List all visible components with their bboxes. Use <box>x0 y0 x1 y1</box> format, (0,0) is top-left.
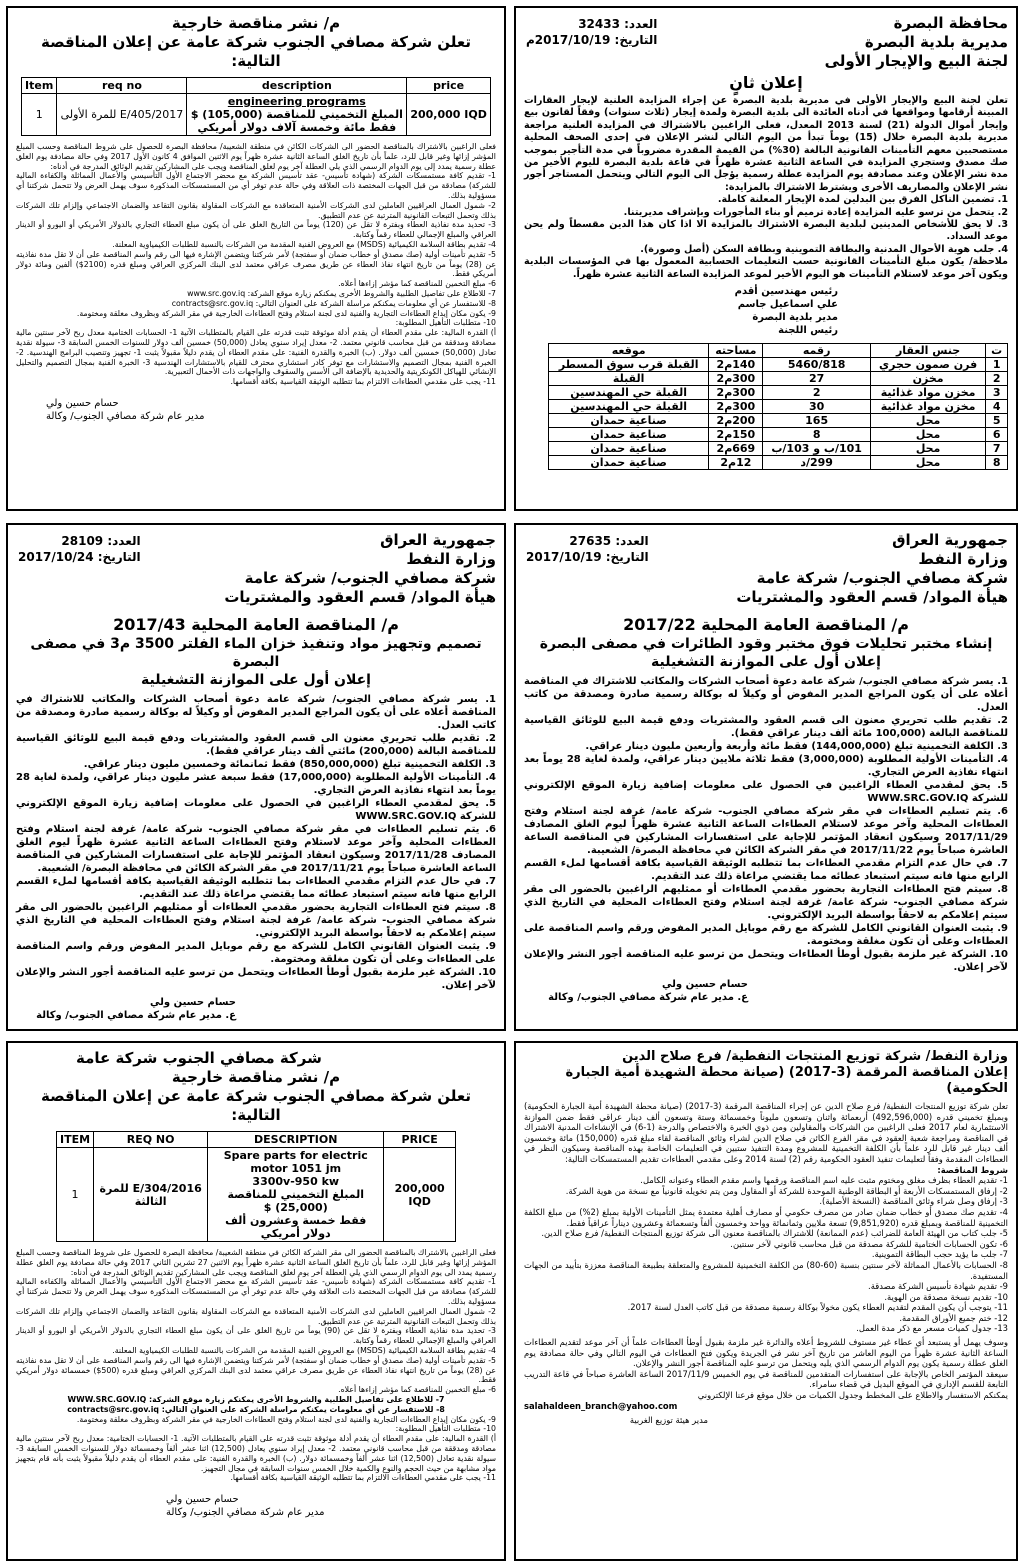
signature-title: ع. مدير عام شركة مصافي الجنوب/ وكالة <box>36 1010 236 1021</box>
list-item: 7- للاطلاع على تفاصيل الطلبية والشروط الأخرى يمكنكم زيارة موقع الشركة: www.src.gov.iq <box>187 288 496 298</box>
signature-line: علي اسماعيل جاسم <box>737 299 838 311</box>
col-req: REQ NO <box>94 1132 208 1148</box>
list-item: 9. يثبت العنوان القانوني الكامل للشركة مع رقم موبايل المدير المفوض ورقم واسم المناقصة على العطاءات وعلى أن تكون مغلقة ومختومة. <box>524 923 1008 947</box>
issue-date: التاريخ: 2017/10/24 <box>18 550 141 564</box>
conditions-list <box>524 194 1008 256</box>
ad-heading: م/ نشر مناقصة خارجية <box>171 1068 341 1086</box>
ad-intro: تعلن شركة توزيع المنتجات النفطية/ فرع صلاح الدين عن إجراء المناقصة المرقمة (3-2017) (صيانة محطة الشهيدة أمية الجبارة الحكومية) وبمبلغ تخميني قدره (492,596,000) أربعمائة واثنان وتسعون مليوناً وخمسمائة وستة وتسعون ألف دينار عراقي فقط ضمن الموازنة الاستثمارية لعام 2017 فعلى الراغبين من الشركات والمقاولين ومن ذوي الخبرة والاختصاص والدرجة (1-6) في الإنشاءات المدنية الاشتراك في المناقصة ومراجعة شعبة العقود في مقر الفرع الكائن في صلاح الدين لشراء وثائق المناقصة لقاء مبلغ قدره (150,000) مائة وخمسون ألف دينار غير قابل للرد علماً بأن الكلفة التخمينية للمشروع ومدة التنفيذ ستبين في التعليمات الخاصة بهذه المناقصة وسيكون النظر في العطاءات المقدمة وفقاً لتعليمات تنفيذ العقود الحكومية رقم (2) لسنة 2014 وعلى مقدمي العطاءات تقديم المستمسكات التالية: <box>524 1101 1009 1164</box>
list-item: 8- الحسابات بالأعمال المماثلة لآخر سنتين بنسبة (60-80) من الكلفة التخمينية للمشروع والمتعلقة بطبيعة المناقصة معززة بتأييد من الجهات المستفيدة. <box>524 1259 1008 1281</box>
list-item: 2. تقديم طلب تحريري معنون الى قسم العقود والمشتريات ودفع قيمة البيع للوثائق القياسية للمناقصة البالغة (100,000 مائة ألف دينار عراقي فقط). <box>524 715 1008 739</box>
ad-intro: فعلى الراغبين بالاشتراك بالمناقصة الحضور الى الشركات الكائن في منطقة الشعيبة/ محافظة البصرة للحصول على شروط المناقصة وحسب المبلغ المؤشر إزائها وغير قابل للرد، علماً بأن تاريخ الغلق الساعة الثانية عشرة ظهراً يوم الاثنين الموافق 4 كانون الأول 2017 وفي حالة مصادفة يوم الغلق عطلة رسمية يمدد إلى يوم الدوام الرسمي الذي يلي العطلة آخر يوم لغلق المناقصة ويجب على المشاركين تقديم الوثائق المدرجة في أدناه: <box>16 142 496 171</box>
ad-note: ملاحظة/ يكون مبلغ التأمينات القانونية حسب التعليمات الحسابية المعمول بها في المؤسسات البلدية ويكون آخر موعد لاستلام التأمينات هو اليوم الأخير لموعد المزايدة الساعة الثانية عشرة ظهراً. <box>524 256 1008 280</box>
table-row <box>549 400 1008 414</box>
list-item: 8- للاستفسار عن أي معلومات يمكنكم مراسلة الشركة على العنوان التالي: contracts@src.gov.iq <box>171 298 496 308</box>
signature <box>16 1493 496 1519</box>
cell: 1 <box>986 358 1008 372</box>
ad-outro: وسوف يهمل أو يستبعد أي عطاء غير مستوف للشروط أعلاه والدائرة غير ملزمة بقبول أوطأ العطاءات علماً أن آخر موعد لتقديم العطاءات الساعة الثانية عشرة ظهراً من اليوم العاشر من تاريخ آخر نشر في الجريدة ويكون فتح العطاءات في اليوم التالي وفي حالة مصادفة يوم الغلق عطلة رسمية يكون يوم الدوام الرسمي الذي يليه ويتحمل من ترسو عليه المناقصة أجور النشر والإعلان. <box>524 1337 1008 1369</box>
list-item: 3- إرفاق وصل شراء وثائق المناقصة (النسخة الأصلية). <box>819 1196 1008 1207</box>
ad-tender-2017-22 <box>514 523 1018 1031</box>
cell: فرن صمون حجري <box>870 358 986 372</box>
list-item: 7- جلب ما يؤيد حجب البطاقة التموينية. <box>871 1249 1008 1260</box>
list-item: 4. التأمينات الأولية المطلوبة (17,000,000) فقط سبعة عشر مليون دينار عراقي، ولمدة لغاية 28 يوماً بعد انتهاء نفاذية العرض التجاري. <box>16 772 496 796</box>
list-item: 5. يحق لمقدمي العطاء الراغبين في الحصول على معلومات إضافية زيارة الموقع الإلكتروني للشركة WWW.SRC.GOV.IQ <box>524 780 1008 804</box>
ad-subtitle: إعلان أول على الموازنة التشغيلية <box>651 654 881 670</box>
org-line: محافظة البصرة <box>893 14 1008 32</box>
list-item: 3. الكلفة التخمينية تبلغ (144,000,000) فقط مائة وأربعة وأربعين مليون دينار عراقي. <box>585 741 1008 752</box>
list-item: 2. تقديم طلب تحريري معنون الى قسم العقود والمشتريات ودفع قيمة البيع للوثائق القياسية للمناقصة البالغة (200,000) مائتي ألف دينار عراقي فقط). <box>16 733 496 757</box>
cell: محل <box>870 456 986 470</box>
list-item: 5- تقديم تأمينات أولية (صك مصدق أو خطاب ضمان أو سفتجة) لأمر شركتنا ويتضمن الإشارة فيها الى رقم واسم المناقصة على أن لا تقل مدة نفاذيته عن (28) يوماً من تاريخ انتهاء نفاذ العطاء عن طريق مصرف عراقي معتمد لدى البنك المركزي العراقي ومبلغ قدره (500$) خمسمائة دولار أمريكي فقط. <box>16 1355 497 1385</box>
signature <box>16 996 236 1022</box>
conditions-list <box>16 693 496 992</box>
ad-tender-2017-43 <box>6 523 506 1031</box>
section-heading: شروط المناقصة: <box>937 1164 1008 1175</box>
property-table <box>548 343 1008 470</box>
list-item: 10. الشركة غير ملزمة بقبول أوطأ العطاءات ويتحمل من ترسو عليه المناقصة أجور النشر والإعلان لآخر إعلان. <box>524 949 1008 973</box>
org-line: شركة مصافي الجنوب/ شركة عامة <box>244 569 496 587</box>
cell: 3 <box>986 386 1008 400</box>
cell: 5 <box>986 414 1008 428</box>
issue-date: التاريخ: 2017/10/19 <box>526 550 649 564</box>
list-item: 7. في حال عدم التزام مقدمي العطاءات بما تتطلبه الوثيقة القياسية بكافة أقسامها لملء القسم الرابع منها فانه سيتم استبعاد عطائه مما يقتضي مراعاة ذلك عند التقديم. <box>16 876 496 900</box>
issue-number: العدد: 27635 <box>569 534 649 548</box>
org-line: وزارة النفط/ شركة توزيع المنتجات النفطية/ فرع صلاح الدين <box>622 1049 1008 1064</box>
list-item: 10- تقديم نسخة مصدقة من الهوية. <box>884 1291 1008 1302</box>
cell-description <box>208 1148 384 1242</box>
table-row <box>22 94 491 136</box>
list-item: 9- تقديم شهادة تأسيس الشركة مصدقة. <box>868 1281 1008 1292</box>
cell: محل <box>870 414 986 428</box>
col-price: PRICE <box>384 1132 456 1148</box>
ad-subheading: تعلن شركة مصافي الجنوب شركة عامة عن إعلان المناقصة التالية: <box>40 33 472 70</box>
org-line: شركة مصافي الجنوب/ شركة عامة <box>756 569 1008 587</box>
col-location: موقعه <box>549 344 709 358</box>
col-item: Item <box>22 78 57 94</box>
list-item: 9- يكون مكان إيداع العطاءات التجارية والفنية لدى لجنة استلام وفتح العطاءات الخارجية في مقر الشركة وبظروف مغلقة ومختومة. <box>76 308 496 318</box>
cell: صناعية حمدان <box>549 414 709 428</box>
org-line: شركة مصافي الجنوب شركة عامة <box>76 1049 322 1067</box>
cell: القبلة <box>549 372 709 386</box>
signature-line: رئيس مهندسين أقدم <box>734 286 838 298</box>
list-item: 1- تقديم العطاء بظرف مغلق ومختوم مثبت عليه اسم المناقصة ورقمها واسم مقدم العطاء وعنوانه الكامل. <box>640 1175 1008 1186</box>
list-item: 2- شمول العمال العراقيين العاملين لدى الشركات الأمنية المتعاقدة مع الشركات المقاولة بقانون التقاعد والضمان الاجتماعي وإلزام تلك الشركات بذلك وتحمل التبعات القانونية المترتبة عن عدم التطبيق. <box>16 200 496 220</box>
signature-name: حسام حسين ولي <box>150 997 236 1008</box>
list-item: 11- يتوجب أن يكون المقدم لتقديم العطاء يكون مخولاً بوكالة رسمية مصدقة من قبل كاتب العدل لسنة 2017. <box>627 1302 1008 1313</box>
ad-intro: فعلى الراغبين بالاشتراك بالمناقصة الحضور الى مقر الشركة الكائن في منطقة الشعيبة/ محافظة البصرة للحصول على شروط المناقصة وحسب المبلغ المؤشر إزائها وغير قابل للرد، علماً بأن تاريخ الغلق الساعة الثانية عشرة ظهراً يوم الاثنين 27 تشرين الثاني 2017 وفي حالة مصادفة يوم الغلق عطلة رسمية يمدد الى يوم الدوام الرسمي الذي يلي العطلة آخر يوم لغلق المناقصة ويجب على المشاركين تقديم الوثائق المدرجة في أدناه: <box>16 1248 496 1277</box>
cell: القبلة حي المهندسين <box>549 386 709 400</box>
ad-heading: م/ نشر مناقصة خارجية <box>171 14 341 32</box>
ad-meta <box>526 16 657 48</box>
list-item: 2- إرفاق المستمسكات الأربعة أو البطاقة الوطنية الموحدة للشركة أو المقاول ومن يتم تخويله قانونياً مع نسخة من هوية الشركة. <box>565 1185 1008 1196</box>
ad-subtitle: تصميم وتجهيز مواد وتنفيذ خزان الماء الفلتر 3500 م3 في مصفى البصرة <box>30 636 482 670</box>
desc-line: engineering programs <box>227 95 366 108</box>
col-number: رقمه <box>763 344 870 358</box>
cell-price: 200,000 IQD <box>407 94 491 136</box>
org-line: وزارة النفط <box>406 550 496 568</box>
list-item: 7- للاطلاع على تفاصيل الطلبية والشروط الأخرى يمكنكم زيارة موقع الشركة: WWW.SRC.GOV.IQ <box>67 1394 445 1404</box>
email-line: يمكنكم الاستفسار والاطلاع على المخطط وجدول الكميات من خلال موقع فرعنا الإلكتروني <box>697 1390 1008 1401</box>
list-item: 4- تقديم صك مصدق أو خطاب ضمان صادر من مصرف حكومي أو مصارف أهلية معتمدة يمثل التأمينات الأولية بمبلغ (2%) من مبلغ الكلفة التخمينية للمناقصة وبمبلغ قدره (9,851,920) تسعة ملايين وثمانمائة وواحد وخمسون ألفاً وتسعمائة وعشرون ديناراً عراقياً فقط. <box>524 1206 1008 1228</box>
list-item: 8. سيتم فتح العطاءات التجارية بحضور مقدمي العطاءات أو ممثليهم الراغبين بالحضور الى مقر شركة مصافي الجنوب- شركة عامة/ غرفة لجنة استلام وفتح العطاءات المحلية في التاريخ الذي سيتم إعلامكم به لاحقاً بواسطة البريد الإلكتروني. <box>524 884 1008 921</box>
ad-subtitle: إنشاء مختبر تحليلات فوق مختبر وقود الطائرات في مصفى البصرة <box>539 636 993 652</box>
cell: 8 <box>763 428 870 442</box>
tender-table <box>56 1131 456 1242</box>
cell: 12م2 <box>709 456 763 470</box>
list-item: 5. يحق لمقدمي العطاء الراغبين في الحصول على معلومات إضافية زيارة الموقع الإلكتروني للشركة WWW.SRC.GOV.IQ <box>16 798 496 822</box>
col-type: جنس العقار <box>870 344 986 358</box>
signature-line: رئيس اللجنة <box>778 325 838 337</box>
email-address[interactable]: salahaldeen_branch@yahoo.com <box>524 1400 678 1411</box>
col-item: ITEM <box>57 1132 94 1148</box>
signature <box>16 397 496 423</box>
cell: 6 <box>986 428 1008 442</box>
col-description: DESCRIPTION <box>208 1132 384 1148</box>
cell: صناعية حمدان <box>549 456 709 470</box>
signature-name: حسام حسين ولي <box>166 1494 239 1506</box>
cell: القبلة قرب سوق المسطر <box>549 358 709 372</box>
cell: 669م2 <box>709 442 763 456</box>
cell: مخزن مواد غذائية <box>870 400 986 414</box>
list-item: 5- جلب كتاب من الهيئة العامة للضرائب (عدم الممانعة) للاشتراك بالمناقصة معنون الى شركة توزيع المنتجات النفطية/ فرع صلاح الدين. <box>541 1228 1008 1239</box>
cell: محل <box>870 428 986 442</box>
list-item: 6- مبلغ التخمين للمناقصة كما مؤشر إزاءها أعلاه. <box>338 279 496 289</box>
cell: 200م2 <box>709 414 763 428</box>
cell: 150م2 <box>709 428 763 442</box>
list-item: 9. يثبت العنوان القانوني الكامل للشركة مع رقم موبايل المدير المفوض ورقم واسم المناقصة على العطاءات وعلى أن تكون مغلقة ومختومة. <box>16 941 496 965</box>
signature-name: حسام حسين ولي <box>662 979 748 990</box>
org-line: جمهورية العراق <box>892 531 1008 549</box>
org-line: هيأة المواد/ قسم العقود والمشتريات <box>224 588 496 606</box>
cell-price: 200,000 IQD <box>384 1148 456 1242</box>
table-row <box>549 428 1008 442</box>
list-item: 1. تضمين الناكل الفرق بين البدلين لمدة الإيجار المعلنة كاملة. <box>717 194 1008 206</box>
cell: 30 <box>763 400 870 414</box>
org-line: لجنة البيع والإيجار الأولى <box>824 52 1008 70</box>
list-item: 2- شمول العمال العراقيين العاملين لدى الشركات الأمنية المتعاقدة مع الشركات المقاولة بقانون التقاعد والضمان الاجتماعي وإلزام تلك الشركات بذلك وتحمل التبعات القانونية المترتبة عن عدم التطبيق. <box>16 1306 496 1326</box>
table-row <box>549 358 1008 372</box>
list-item: 13- جدول كميات مسعر مع ذكر مدة العمل. <box>856 1323 1008 1334</box>
cell: مخزن <box>870 372 986 386</box>
cell: 27 <box>763 372 870 386</box>
ad-title: إعلان ثانٍ <box>729 73 803 92</box>
list-item: 1- تقديم كافة مستمسكات الشركة (شهادة تأسيس- عقد تأسيس الشركة مع محضر الاجتماع الأول التأسيسي والأعمال المماثلة والكفاءة المالية للشركة) مصادقة من قبل الجهات المختصة ذات العلاقة وفي حالة عدم توفر أي من المستمسكات المذكورة سوف يهمل العرض ولا تتحمل شركتنا أي مسؤولية بذلك. <box>16 171 496 200</box>
ad-meta <box>526 533 649 565</box>
signature-line: مدير بلدية البصرة <box>752 312 838 324</box>
cell: 4 <box>986 400 1008 414</box>
desc-line: المبلغ التخميني للمناقصة (105,000) $ <box>190 108 403 121</box>
list-item: 11- يجب على مقدمي العطاءات الالتزام بما تتطلبه الوثيقة القياسية بكافة أقسامها. <box>230 377 496 387</box>
signature-title: مدير عام شركة مصافي الجنوب/ وكالة <box>166 1507 325 1519</box>
col-price: price <box>407 78 491 94</box>
table-row <box>549 456 1008 470</box>
table-row <box>549 372 1008 386</box>
list-item: 3. الكلفة التخمينية تبلغ (850,000,000) فقط ثمانمائة وخمسين مليون دينار عراقي. <box>83 759 496 770</box>
col-seq: ت <box>986 344 1008 358</box>
cell: 165 <box>763 414 870 428</box>
table-row <box>549 414 1008 428</box>
cell-item: 1 <box>57 1148 94 1242</box>
cell: 2 <box>986 372 1008 386</box>
org-line: وزارة النفط <box>918 550 1008 568</box>
cell: 299/د <box>763 456 870 470</box>
list-item: 10. الشركة غير ملزمة بقبول أوطأ العطاءات ويتحمل من ترسو عليه المناقصة أجور النشر والإعلان لآخر إعلان. <box>16 967 496 991</box>
table-row <box>549 386 1008 400</box>
list-item: 12- ختم جميع الأوراق المقدمة. <box>899 1312 1008 1323</box>
desc-line: فقط مائة وخمسة آلاف دولار أمريكي <box>197 121 397 134</box>
list-item: 5- تقديم تأمينات أولية (صك مصدق أو خطاب ضمان أو سفتجة) لأمر شركتنا ويتضمن الإشارة فيها الى رقم واسم المناقصة على أن لا تقل مدة نفاذيته عن (28) يوماً من تاريخ انتهاء نفاذ العطاء عن طريق مصرف عراقي معتمد لدى البنك المركزي العراقي ومبلغ قدره (2100$) ألفين ومائة دولار أمريكي فقط. <box>16 249 497 279</box>
cell: صناعية حمدان <box>549 442 709 456</box>
signature-title: مدير عام شركة مصافي الجنوب/ وكالة <box>46 410 205 422</box>
cell: 7 <box>986 442 1008 456</box>
col-req: req no <box>57 78 187 94</box>
list-item: أ) القدرة المالية: على مقدم العطاء أن يقدم أدلة موثوقة تثبت قدرته على القيام بالمتطلبات الآتية 1- الحسابات الختامية معدل ربح لآخر سنتين مالية مصادقة ومدققة من قبل محاسب قانوني معتمد. 2- معدل إيراد سنوي يعادل (50,000) خمسين ألف دولار للسنوات الخمس السابقة 3- سيولة نقدية تعادل (50,000) خمسين ألف دولار. (ب) الخبرة والقدرة الفنية: على مقدم العطاء أن يقدم دليلاً مقبولاً يثبت 1- تجهيز وتنصيب البرامج الهندسية. 2- الخبرة الفنية بمجال التصميم والاستشارات مع توفر كادر استشاري محترف للقيام بالاستشارات الهندسية 3- الخبرة الفنية بمجال التصميم والتحليل الإنشائي للهياكل الكونكريتية والحديدية بالإضافة الى الأسس والسقوف والواجهات ذات الأحمال التعبيرية. <box>16 328 497 377</box>
cell: 101/ب و 103/ب <box>763 442 870 456</box>
list-item: 8- للاستفسار عن أي معلومات يمكنكم مراسلة الشركة على العنوان التالي: contracts@src.gov.iq <box>67 1404 445 1414</box>
list-item: 7. في حال عدم التزام مقدمي العطاءات بما تتطلبه الوثيقة القياسية بكافة أقسامها لملء القسم الرابع منها فانه سيتم استبعاد عطائه مما يقتضي مراعاة ذلك عند التقديم. <box>524 858 1008 882</box>
desc-line: Spare parts for electric motor 1051 jm <box>223 1149 368 1175</box>
cell-req: 405/2017/E للمرة الأولى <box>57 94 187 136</box>
signature-title: مدير هيئة توزيع الغربية <box>629 1415 708 1426</box>
list-item: 10- متطلبات التأهيل المطلوبة: <box>395 318 496 328</box>
desc-line: المبلغ التخميني للمناقصة (25,000) $ <box>227 1188 365 1214</box>
desc-line: 3300v-950 kw <box>252 1175 340 1188</box>
list-item: 11- يجب على مقدمي العطاءات الالتزام بما تتطلبه الوثيقة القياسية بكافة أقسامها. <box>230 1473 496 1483</box>
ad-subtitle: إعلان أول على الموازنة التشغيلية <box>141 672 371 688</box>
list-item: 4- تقديم بطاقة السلامة الكيميائية (MSDS) مع العروض الفنية المقدمة من الشركات بالنسبة للطلبات الكيمياوية المعلنة. <box>112 239 496 249</box>
ad-basra-municipality-auction <box>514 6 1018 511</box>
cell-description <box>187 94 407 136</box>
ad-meta <box>18 533 141 565</box>
list-item: 1. يسر شركة مصافي الجنوب/ شركة عامة دعوة أصحاب الشركات والمكاتب للاشتراك في المناقصة أعلاه على أن يكون المراجع المدير المفوض أو وكيلاً له بوكالة رسمية صادرة ومصدقة من كاتب العدل. <box>16 694 496 731</box>
cell: 300م2 <box>709 400 763 414</box>
org-line: جمهورية العراق <box>380 531 496 549</box>
list-item: 6. يتم تسليم العطاءات في مقر شركة مصافي الجنوب- شركة عامة/ غرفة لجنة استلام وفتح العطاءات المحلية وآخر موعد لاستلام وفتح العطاءات الساعة الثانية عشرة ظهراً ليوم الغلق المصادف 2017/11/28 وسيكون انعقاد المؤتمر للإجابة على استفسارات المشاركين في المناقصة الساعة العاشرة صباحاً يوم 2017/11/21 في مقر الشركة الكائن في محافظة البصرة/ الشعيبة. <box>16 824 496 874</box>
list-item: 4. التأمينات الأولية المطلوبة (3,000,000) فقط ثلاثة ملايين دينار عراقي، ولمدة لغاية 28 يوماً بعد انتهاء نفاذية العرض التجاري. <box>524 754 1009 778</box>
signature-title: ع. مدير عام شركة مصافي الجنوب/ وكالة <box>548 992 748 1003</box>
issue-number: العدد: 32433 <box>578 17 658 31</box>
list-item: 2. يتحمل من ترسو عليه المزايدة إعادة ترميم أو بناء المأجورات وبإشراف مديريتنا. <box>623 206 1008 218</box>
cell: 140م2 <box>709 358 763 372</box>
col-description: description <box>187 78 407 94</box>
cell: مخزن مواد غذائية <box>870 386 986 400</box>
cell: صناعية حمدان <box>549 428 709 442</box>
signature <box>524 285 838 337</box>
list-item: 10- متطلبات التأهيل المطلوبة: <box>395 1424 496 1434</box>
table-row <box>549 442 1008 456</box>
list-item: 1. يسر شركة مصافي الجنوب/ شركة عامة دعوة أصحاب الشركات والمكاتب للاشتراك في المناقصة أعلاه على أن يكون المراجع المدير المفوض أو وكيلاً له بوكالة رسمية صادرة ومصدقة من كاتب العدل. <box>524 676 1008 713</box>
cell: 8 <box>986 456 1008 470</box>
list-item: 8. سيتم فتح العطاءات التجارية بحضور مقدمي العطاءات أو ممثليهم الراغبين بالحضور الى مقر شركة مصافي الجنوب- شركة عامة/ غرفة لجنة استلام وفتح العطاءات المحلية في التاريخ الذي سيتم إعلامكم به لاحقاً بواسطة البريد الإلكتروني. <box>16 902 496 939</box>
org-line: مديرية بلدية البصرة <box>864 33 1008 51</box>
list-item: 6- مبلغ التخمين للمناقصة كما مؤشر إزاءها أعلاه. <box>338 1385 496 1395</box>
signature <box>524 978 748 1004</box>
list-item: 4. جلب هوية الأحوال المدنية والبطاقة التموينية وبطاقة السكن (أصل وصورة). <box>640 243 1008 255</box>
conference-note: سيعقد المؤتمر الخاص بالإجابة على استفسارات المتقدمين للمناقصة في يوم الخميس 2017/11/9 الساعة العاشرة صباحاً في قاعة التدريب التابعة للقسم الإداري في الموقع البديل في قضاء سامراء. <box>524 1368 1008 1390</box>
cell-req: 304/2016/E للمرة الثالثة <box>94 1148 208 1242</box>
desc-line: فقط خمسة وعشرون ألف دولار أمريكي <box>225 1214 367 1240</box>
ad-title: إعلان المناقصة المرقمة (3-2017) (صيانة محطة الشهيدة أمية الجبارة الحكومية) <box>565 1065 1008 1096</box>
cell: محل <box>870 442 986 456</box>
ad-body: تعلن لجنة البيع والإيجار الأولى في مديرية بلدية البصرة عن إجراء المزايدة العلنية لإيجار العقارات المبينة أرقامها ومواقعها في أدناه العائدة الى بلدية البصرة ولمدة إيجار (ثلاث سنوات) وفقاً لقانون بيع وإيجار أموال الدولة (21) لسنة 2013 المعدل، فعلى الراغبين بالاشتراك في المزايدة العلنية مراجعة مديرية بلدية البصرة خلال (15) يوماً تبدأ من اليوم التالي لنشر الإعلان في إحدى الصحف المحلية مستصحبين معهم التأمينات القانونية البالغة (30%) من القيمة المقدرة مضروباً في مدة التأجير بموجب صك مصدق وستجري المزايدة في الساعة الثانية عشرة ظهراً في قاعة بلدية البصرة لليوم الأخير من مدة نشر الإعلان وعند مصادفة يوم المزايدة عطلة رسمية يؤجل الى اليوم التالي ويتحمل المستاجر أجور نشر الإعلان والمصاريف الأخرى ويشترط الاشتراك بالمزايدة: <box>524 95 1008 193</box>
list-item: 6- تكون الحسابات الختامية للشركة مصدقة من قبل محاسب قانوني لآخر سنتين. <box>730 1238 1008 1249</box>
cell: 5460/818 <box>763 358 870 372</box>
conditions-list <box>524 1175 1008 1334</box>
ad-external-tender-spare-parts <box>6 1041 506 1561</box>
list-item: 6. يتم تسليم العطاءات في مقر شركة مصافي الجنوب- شركة عامة/ غرفة لجنة استلام وفتح العطاءات المحلية وآخر موعد لاستلام العطاءات الساعة الثانية عشرة ظهراً ليوم الغلق المصادف 2017/11/29 وسيكون انعقاد المؤتمر للإجابة على استفسارات المشاركين في المناقصة الساعة العاشرة صباحاً يوم 2017/11/22 في مقر الشركة الكائن في محافظة البصرة/ الشعيبة. <box>524 806 1008 856</box>
cell: 300م2 <box>709 372 763 386</box>
signature-name: حسام حسين ولي <box>46 397 119 409</box>
conditions-list <box>16 171 496 387</box>
list-item: أ) القدرة المالية: على مقدم العطاء أن يقدم أدلة موثوقة تثبت قدرته على القيام بالمتطلبات الآتية. 1- الحسابات الختامية: معدل ربح لآخر سنتين مالية مصادقة ومدققة من قبل محاسب قانوني معتمد. 2- معدل إيراد سنوي يعادل (12,500) اثنا عشر ألفاً وخمسمائة دولار للسنوات الخمس السابقة 3- سيولة نقدية تعادل (12,500) اثنا عشر ألفاً وخمسمائة دولار. (ب) الخبرة والقدرة الفنية: على مقدم العطاء أن يقدم دليلاً مقبولاً يثبت بأنه قام بتجهيز مواد مشابهة من حيث الحجم والنوع والكمية خلال الخمس سنوات السابقة في مجال التجهيز. <box>16 1434 497 1473</box>
tender-table <box>21 77 491 136</box>
issue-number: العدد: 28109 <box>61 534 141 548</box>
list-item: 3. لا يحق للأشخاص المدينين لبلدية البصرة الاشتراك بالمزايدة الا اذا كان هذا الدين مقسطاً ولم يحن موعد السداد. <box>524 219 1008 243</box>
ad-title: م/ المناقصة العامة المحلية 2017/43 <box>113 615 399 634</box>
list-item: 4- تقديم بطاقة السلامة الكيميائية (MSDS) مع العروض الفنية المقدمة من الشركات بالنسبة للطلبات الكيمياوية المعلنة. <box>112 1345 496 1355</box>
issue-date: التاريخ: 2017/10/19م <box>526 33 658 47</box>
col-area: مساحته <box>709 344 763 358</box>
cell: 2 <box>763 386 870 400</box>
ad-title: م/ المناقصة العامة المحلية 2017/22 <box>623 615 909 634</box>
list-item: 1- تقديم كافة مستمسكات الشركة (شهادة تأسيس- عقد تأسيس الشركة مع محضر الاجتماع الأول التأسيسي والأعمال المماثلة والكفاءة المالية للشركة) مصادقة من قبل الجهات المختصة ذات العلاقة وفي حالة عدم توفر أي من المستمسكات المذكورة سوف يهمل العرض ولا تتحمل شركتنا أي مسؤولية بذلك. <box>16 1277 496 1306</box>
ad-oil-products-tender <box>514 1041 1018 1561</box>
list-item: 9- يكون مكان إيداع العطاءات التجارية والفنية لدى لجنة استلام وفتح العطاءات الخارجية في مقر الشركة وبظروف مغلقة ومختومة. <box>76 1414 496 1424</box>
conditions-list <box>16 1277 496 1483</box>
cell-item: 1 <box>22 94 57 136</box>
cell: 300م2 <box>709 386 763 400</box>
table-row <box>57 1148 456 1242</box>
org-line: هيأة المواد/ قسم العقود والمشتريات <box>736 588 1008 606</box>
list-item: 3- تحديد مدة نفاذية العطاء وبفترة لا تقل عن (90) يوماً من تاريخ الغلق على أن يكون مبلغ العطاء التجاري بالدولار الأمريكي أو اليورو أو الدينار العراقي والمبلغ الإجمالي للعطاء رقماً وكتابة. <box>16 1326 496 1346</box>
conditions-list <box>524 675 1008 974</box>
cell: القبلة حي المهندسين <box>549 400 709 414</box>
ad-subheading: تعلن شركة مصافي الجنوب شركة عامة عن إعلان المناقصة التالية: <box>40 1087 472 1124</box>
list-item: 3- تحديد مدة نفاذية العطاء وبفترة لا تقل عن (120) يوماً من التاريخ الغلق على أن يكون مبلغ العطاء التجاري بالدولار الأمريكي أو اليورو أو الدينار العراقي والمبلغ الإجمالي للعطاء رقماً وكتابة. <box>16 220 496 240</box>
ad-external-tender-engineering <box>6 6 506 511</box>
